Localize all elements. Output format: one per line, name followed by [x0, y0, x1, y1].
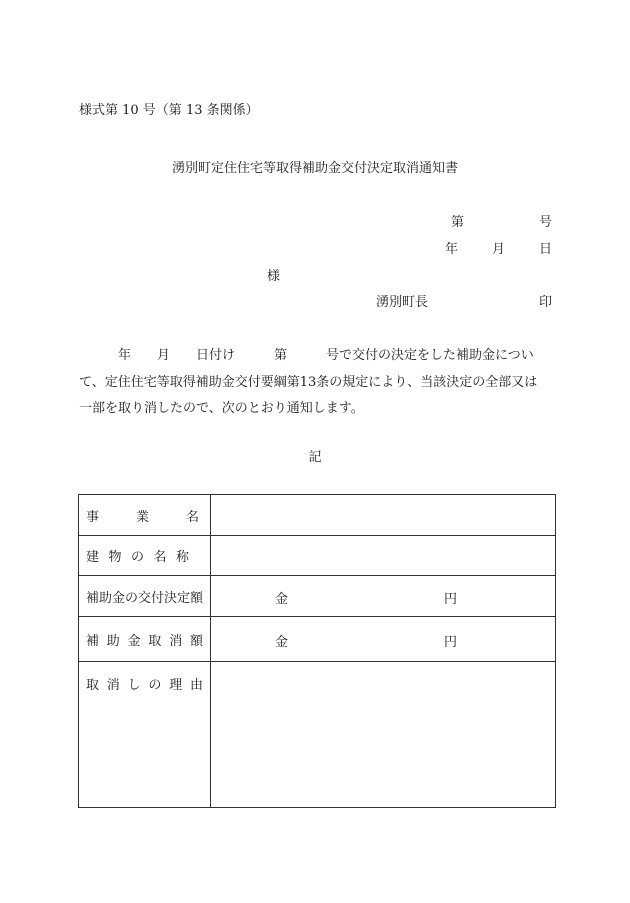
amount-unit: 円	[444, 635, 458, 650]
date-day: 日	[539, 242, 553, 257]
value-project-name[interactable]	[211, 495, 556, 536]
label-char: 額	[189, 633, 203, 649]
reference-number-suffix: 号	[539, 215, 553, 230]
issuer-seal: 印	[539, 295, 553, 310]
table-row-project-name	[79, 495, 556, 536]
date-month: 月	[492, 242, 506, 257]
details-table	[78, 494, 556, 808]
table-row-decided-amount	[79, 576, 556, 617]
label-char: 業	[135, 509, 149, 525]
label-char: の	[148, 678, 162, 693]
notice-body-line: て、定住住宅等取得補助金交付要綱第13条の規定により、当該決定の全部又は	[79, 374, 538, 390]
label-char: 補	[86, 633, 100, 649]
label-char: 事	[86, 509, 100, 525]
label-building-name	[79, 536, 211, 576]
label-char: 称	[175, 550, 189, 565]
amount-prefix: 金	[275, 592, 289, 607]
table-row-cancelled-amount	[79, 617, 556, 662]
notice-body-line: 年 月 日付け 第 号で交付の決定をした補助金につい	[79, 348, 534, 363]
amount-prefix: 金	[275, 635, 289, 650]
label-char: し	[127, 678, 141, 693]
label-char: 取	[86, 678, 100, 693]
label-char: 物	[108, 550, 122, 565]
notice-body-line: 一部を取り消したので、次のとおり通知します。	[79, 401, 364, 416]
label-decided-amount: 補助金の交付決定額	[79, 576, 211, 617]
value-building-name[interactable]	[211, 536, 556, 576]
label-char: の	[130, 550, 144, 565]
form-number: 様式第 10 号（第 13 条関係）	[79, 103, 259, 118]
label-char: 消	[169, 633, 183, 649]
label-char: 名	[185, 509, 199, 525]
amount-unit: 円	[444, 592, 458, 607]
label-cancelled-amount	[79, 617, 211, 662]
value-cancellation-reason[interactable]	[211, 662, 556, 808]
value-decided-amount[interactable]	[211, 576, 556, 617]
label-char: 消	[106, 678, 120, 693]
label-cancellation-reason	[79, 662, 211, 808]
date-year: 年	[445, 242, 459, 257]
document-title: 湧別町定住住宅等取得補助金交付決定取消通知書	[171, 161, 458, 176]
label-char: 取	[148, 633, 162, 649]
issuer-name: 湧別町長	[376, 295, 429, 310]
label-char: 金	[127, 633, 141, 649]
ki-heading: 記	[308, 450, 322, 465]
label-char: 建	[86, 550, 100, 565]
addressee-honorific: 様	[267, 269, 281, 284]
table-row-cancellation-reason	[79, 662, 556, 808]
notice-body	[79, 343, 557, 423]
label-char: 名	[153, 550, 167, 565]
label-char: 由	[189, 678, 203, 693]
label-char: 理	[169, 678, 183, 693]
label-project-name	[79, 495, 211, 536]
label-char: 助	[106, 633, 120, 649]
reference-number-prefix: 第	[451, 215, 465, 230]
value-cancelled-amount[interactable]	[211, 617, 556, 662]
table-row-building-name	[79, 536, 556, 576]
